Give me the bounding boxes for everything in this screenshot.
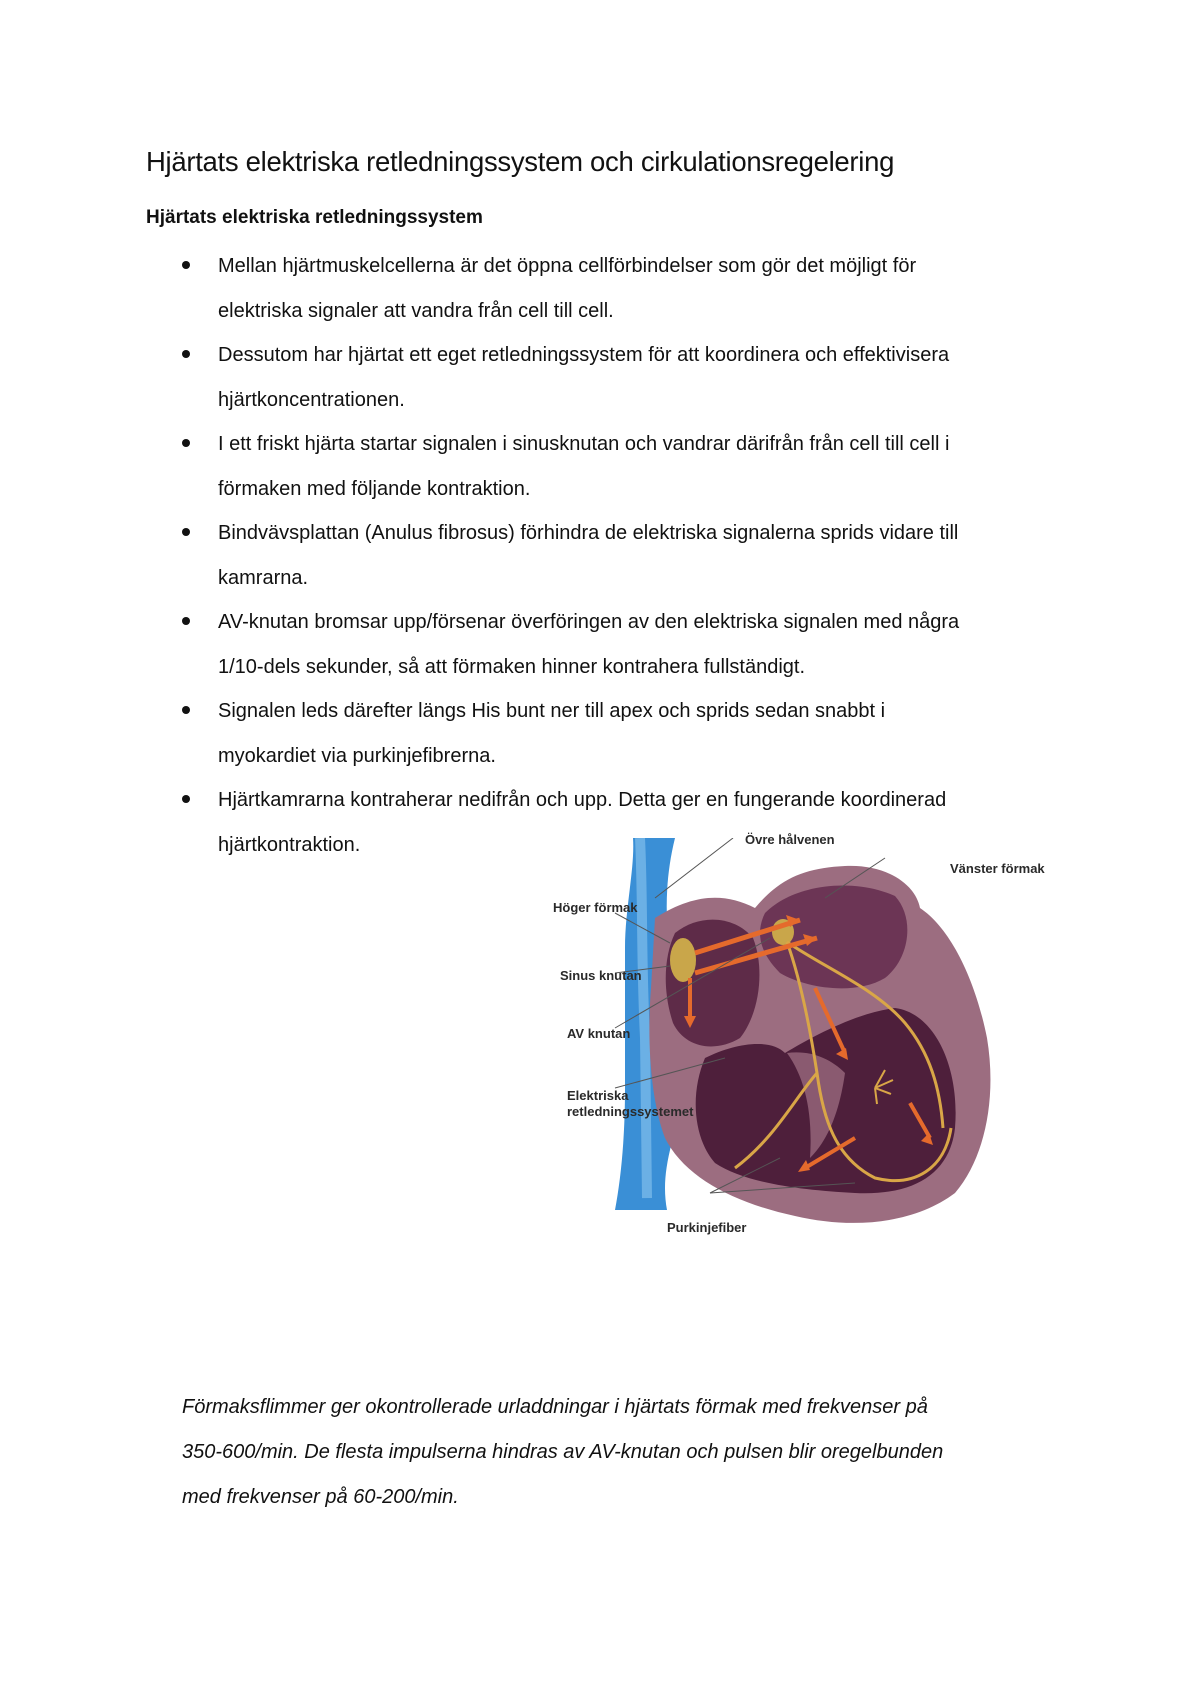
section-heading: Hjärtats elektriska retledningssystem — [146, 207, 483, 228]
label-elektriska: Elektriska — [567, 1088, 629, 1103]
list-item — [146, 422, 1076, 511]
list-item-line: myokardiet via purkinjefibrerna. — [218, 744, 496, 767]
bullet-icon — [182, 528, 190, 536]
list-item-line: hjärtkoncentrationen. — [218, 388, 405, 411]
list-item — [146, 244, 1076, 333]
label-ovre-halvenen: Övre hålvenen — [745, 832, 835, 847]
list-item — [146, 600, 1076, 689]
list-item-line: hjärtkontraktion. — [218, 833, 361, 856]
bullet-icon — [182, 795, 190, 803]
heart-conduction-figure — [553, 832, 1065, 1248]
list-item-line: I ett friskt hjärta startar signalen i sinusknutan och vandrar därifrån från cell till cell i — [218, 433, 950, 455]
list-item-line: Dessutom har hjärtat ett eget retledningssystem för att koordinera och effektivisera — [218, 344, 950, 366]
label-hoger-formak: Höger förmak — [553, 900, 638, 915]
list-item-line: förmaken med följande kontraktion. — [218, 477, 531, 500]
bullet-list — [146, 244, 1076, 867]
label-av-knutan: AV knutan — [567, 1026, 631, 1041]
bullet-icon — [182, 350, 190, 358]
bullet-icon — [182, 261, 190, 269]
list-item-line: Signalen leds därefter längs His bunt ner till apex och sprids sedan snabbt i — [218, 700, 886, 722]
label-sinus-knutan: Sinus knutan — [560, 968, 642, 983]
list-item-line: elektriska signaler att vandra från cell till cell. — [218, 299, 614, 322]
list-item-line: kamrarna. — [218, 566, 309, 589]
page-title: Hjärtats elektriska retledningssystem och cirkulationsregelering — [146, 146, 895, 177]
bullet-icon — [182, 617, 190, 625]
label-purkinjefiber: Purkinjefiber — [667, 1220, 747, 1235]
list-item-line: 1/10-dels sekunder, så att förmaken hinner kontrahera fullständigt. — [218, 655, 806, 678]
list-item-line: AV-knutan bromsar upp/försenar överföringen av den elektriska signalen med några — [218, 611, 960, 633]
note-line: Förmaksflimmer ger okontrollerade urladdningar i hjärtats förmak med frekvenser på — [182, 1396, 928, 1418]
bullet-icon — [182, 439, 190, 447]
note-line: med frekvenser på 60-200/min. — [182, 1486, 459, 1508]
list-item — [146, 511, 1076, 600]
atrial-fibrillation-note — [182, 1385, 1062, 1520]
list-item — [146, 689, 1076, 778]
list-item — [146, 333, 1076, 422]
label-vanster-formak: Vänster förmak — [950, 861, 1045, 876]
list-item-line: Hjärtkamrarna kontraherar nedifrån och upp. Detta ger en fungerande koordinerad — [218, 789, 947, 811]
note-line: 350-600/min. De flesta impulserna hindras av AV-knutan och pulsen blir oregelbunden — [182, 1441, 944, 1463]
label-retledningssystemet: retledningssystemet — [567, 1104, 694, 1119]
bullet-icon — [182, 706, 190, 714]
list-item-line: Mellan hjärtmuskelcellerna är det öppna cellförbindelser som gör det möjligt för — [218, 255, 917, 277]
list-item-line: Bindvävsplattan (Anulus fibrosus) förhindra de elektriska signalerna sprids vidare till — [218, 522, 959, 544]
